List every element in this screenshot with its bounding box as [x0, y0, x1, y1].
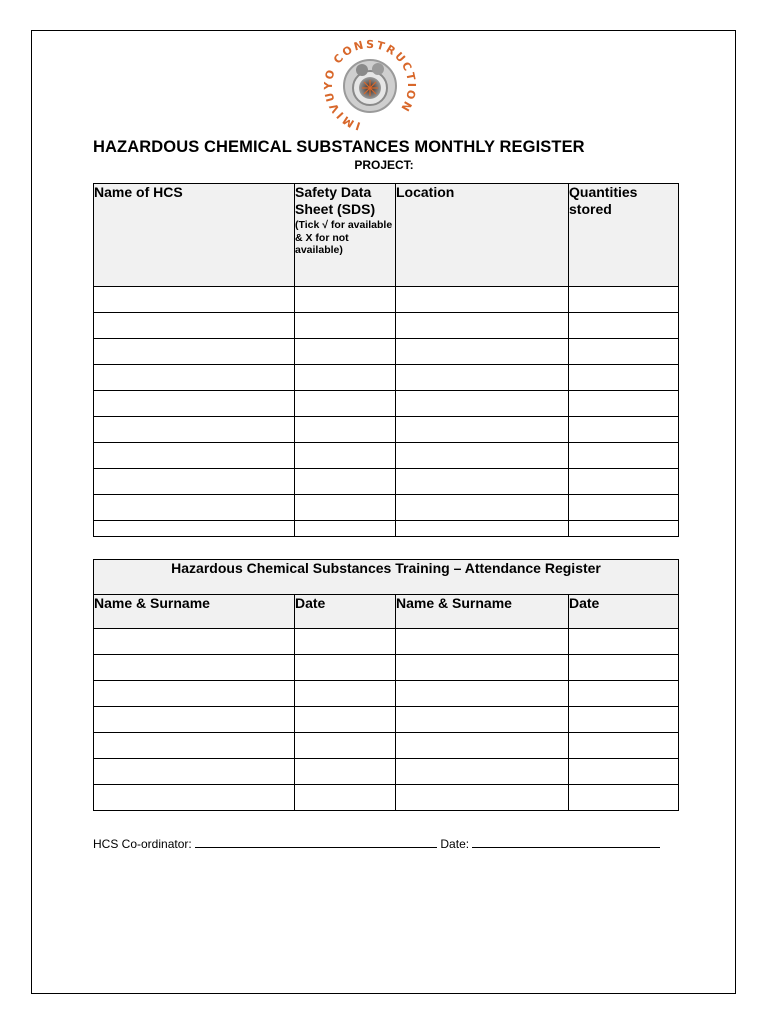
- project-label: PROJECT:: [354, 158, 414, 172]
- hcs-register-table: [93, 183, 679, 537]
- hcs-cell[interactable]: [94, 287, 295, 313]
- header-name-surname-1: Name & Surname: [94, 595, 295, 629]
- attendance-cell[interactable]: [396, 681, 569, 707]
- attendance-cell[interactable]: [295, 733, 396, 759]
- attendance-cell[interactable]: [396, 759, 569, 785]
- attendance-row: [94, 759, 679, 785]
- hcs-cell[interactable]: [569, 495, 679, 521]
- hcs-cell[interactable]: [569, 417, 679, 443]
- attendance-row: [94, 785, 679, 811]
- hcs-cell[interactable]: [94, 313, 295, 339]
- signoff-line: [93, 835, 660, 851]
- hcs-row: [94, 521, 679, 537]
- hcs-cell[interactable]: [569, 391, 679, 417]
- hcs-cell[interactable]: [295, 391, 396, 417]
- attendance-title-row: [94, 560, 679, 595]
- hcs-cell[interactable]: [569, 521, 679, 537]
- hcs-cell[interactable]: [396, 313, 569, 339]
- attendance-cell[interactable]: [569, 655, 679, 681]
- hcs-cell[interactable]: [396, 521, 569, 537]
- attendance-cell[interactable]: [569, 759, 679, 785]
- hcs-cell[interactable]: [94, 521, 295, 537]
- header-date-2: Date: [569, 595, 679, 629]
- hcs-row: [94, 365, 679, 391]
- attendance-cell[interactable]: [396, 707, 569, 733]
- hcs-cell[interactable]: [396, 287, 569, 313]
- hcs-cell[interactable]: [396, 417, 569, 443]
- attendance-row: [94, 629, 679, 655]
- hcs-cell[interactable]: [396, 495, 569, 521]
- hcs-cell[interactable]: [94, 469, 295, 495]
- hcs-cell[interactable]: [295, 495, 396, 521]
- header-location: Location: [396, 184, 569, 287]
- hcs-cell[interactable]: [295, 339, 396, 365]
- hcs-cell[interactable]: [569, 287, 679, 313]
- logo-ring-text: IMIVUYO CONSTRUCTION: [321, 37, 419, 133]
- attendance-cell[interactable]: [569, 785, 679, 811]
- header-quantities: Quantities stored: [569, 184, 679, 287]
- hcs-cell[interactable]: [295, 443, 396, 469]
- hcs-cell[interactable]: [295, 521, 396, 537]
- hcs-cell[interactable]: [94, 417, 295, 443]
- date-field[interactable]: [472, 835, 660, 848]
- hcs-header-row: [94, 184, 679, 287]
- attendance-cell[interactable]: [94, 707, 295, 733]
- attendance-cell[interactable]: [295, 681, 396, 707]
- header-name-of-hcs: Name of HCS: [94, 184, 295, 287]
- header-sds: Safety Data Sheet (SDS) (Tick √ for available & X for not available): [295, 184, 396, 287]
- hcs-row: [94, 495, 679, 521]
- attendance-cell[interactable]: [569, 707, 679, 733]
- hcs-cell[interactable]: [396, 469, 569, 495]
- hcs-row: [94, 469, 679, 495]
- coordinator-label: HCS Co-ordinator:: [93, 837, 192, 851]
- page-title: HAZARDOUS CHEMICAL SUBSTANCES MONTHLY REGISTER: [93, 138, 585, 156]
- attendance-cell[interactable]: [295, 759, 396, 785]
- company-logo: [300, 36, 440, 136]
- hcs-cell[interactable]: [396, 365, 569, 391]
- coordinator-signature-field[interactable]: [195, 835, 437, 848]
- hcs-cell[interactable]: [569, 313, 679, 339]
- attendance-header-row: [94, 595, 679, 629]
- attendance-cell[interactable]: [94, 759, 295, 785]
- hcs-cell[interactable]: [295, 287, 396, 313]
- attendance-register-table: [93, 559, 679, 811]
- attendance-cell[interactable]: [569, 681, 679, 707]
- hcs-cell[interactable]: [569, 365, 679, 391]
- attendance-cell[interactable]: [569, 629, 679, 655]
- hcs-cell[interactable]: [94, 365, 295, 391]
- hcs-row: [94, 287, 679, 313]
- attendance-cell[interactable]: [295, 629, 396, 655]
- attendance-cell[interactable]: [94, 785, 295, 811]
- attendance-cell[interactable]: [569, 733, 679, 759]
- attendance-cell[interactable]: [295, 707, 396, 733]
- attendance-row: [94, 707, 679, 733]
- attendance-cell[interactable]: [295, 785, 396, 811]
- hcs-row: [94, 443, 679, 469]
- hcs-cell[interactable]: [295, 469, 396, 495]
- hcs-row: [94, 417, 679, 443]
- hcs-row: [94, 313, 679, 339]
- hcs-cell[interactable]: [295, 313, 396, 339]
- attendance-cell[interactable]: [295, 655, 396, 681]
- attendance-cell[interactable]: [396, 733, 569, 759]
- hcs-cell[interactable]: [295, 365, 396, 391]
- hcs-cell[interactable]: [295, 417, 396, 443]
- date-label: Date:: [440, 837, 470, 851]
- attendance-row: [94, 733, 679, 759]
- hcs-row: [94, 339, 679, 365]
- attendance-cell[interactable]: [396, 629, 569, 655]
- attendance-cell[interactable]: [94, 629, 295, 655]
- hcs-cell[interactable]: [94, 339, 295, 365]
- hcs-cell[interactable]: [569, 339, 679, 365]
- hcs-cell[interactable]: [569, 443, 679, 469]
- attendance-cell[interactable]: [396, 785, 569, 811]
- hcs-cell[interactable]: [569, 469, 679, 495]
- attendance-row: [94, 681, 679, 707]
- attendance-row: [94, 655, 679, 681]
- attendance-cell[interactable]: [94, 733, 295, 759]
- attendance-title: Hazardous Chemical Substances Training – Attendance Register: [94, 560, 679, 595]
- header-date-1: Date: [295, 595, 396, 629]
- hcs-cell[interactable]: [94, 495, 295, 521]
- header-name-surname-2: Name & Surname: [396, 595, 569, 629]
- hcs-cell[interactable]: [94, 391, 295, 417]
- attendance-cell[interactable]: [396, 655, 569, 681]
- hcs-cell[interactable]: [396, 391, 569, 417]
- attendance-cell[interactable]: [94, 655, 295, 681]
- hcs-cell[interactable]: [396, 339, 569, 365]
- attendance-cell[interactable]: [94, 681, 295, 707]
- hcs-cell[interactable]: [396, 443, 569, 469]
- sds-note: (Tick √ for available & X for not available): [295, 219, 393, 256]
- hcs-row: [94, 391, 679, 417]
- hcs-cell[interactable]: [94, 443, 295, 469]
